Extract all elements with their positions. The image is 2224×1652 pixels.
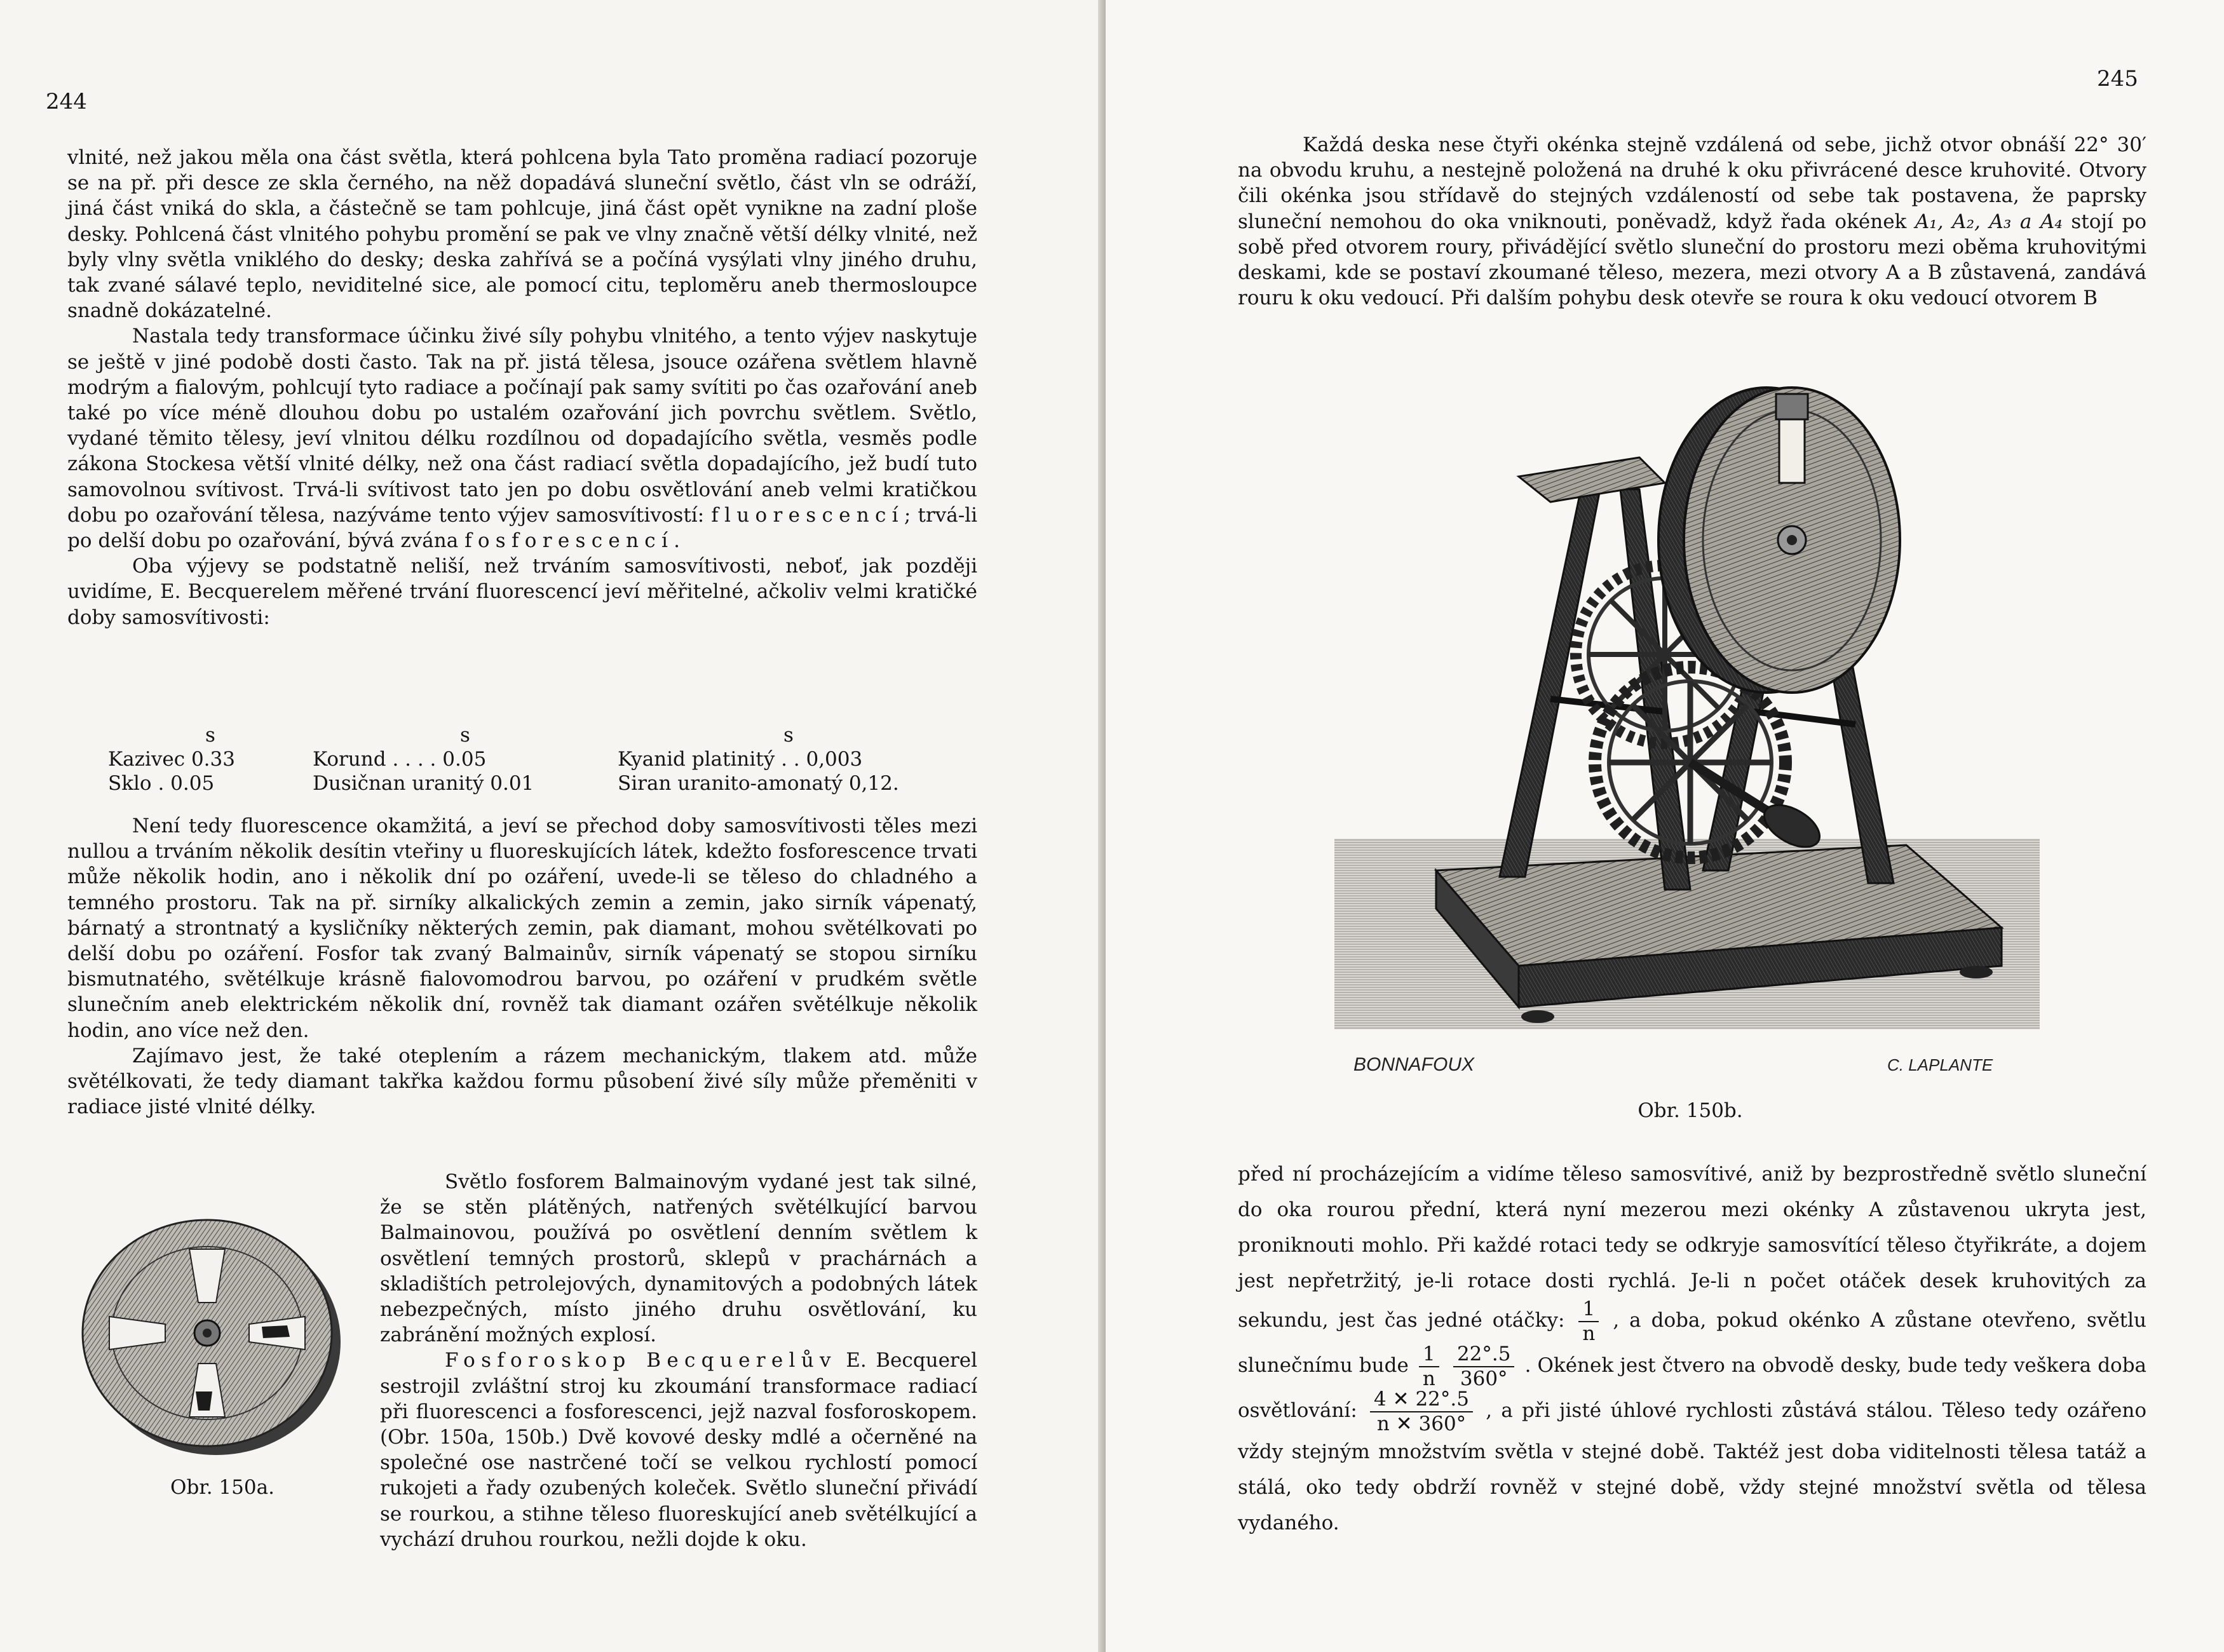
denominator: n <box>1422 1367 1435 1390</box>
numerator: 1 <box>1419 1344 1439 1367</box>
paragraph-text: stojí po sobě před otvorem roury, přivádějící světlo sluneční do prostoru mezi oběma kruhovitými deskami, kde se postaví zkoumané těleso, mezera, mezi otvory A a B zůstavená, zandává rouru k oku vedoucí. Při dalším pohybu desk otevře se roura k oku vedoucí otvorem B <box>1238 210 2146 310</box>
paragraph-text: Nastala tedy transformace účinku živé síly pohybu vlnitého, a tento výjev naskytuje se ještě v jiné podobě dosti často. Tak na př. jistá tělesa, jsouce ozářena světlem hlavně modrým a fialovým, pohlcují tyto radiace a počínají pak samy svítiti po čas ozařování aneb také po více méně dlouhou dobu po ustalém ozařování jich povrchu světlem. Světlo, vydané těmito tělesy, jeví vlnitou délku rozdílnou od dopadajícího světla, vesměs podle zákona Stockesa větší vlnité délky, než ona část radiací světla dopadajícího, jež budí tuto samovolnou svítivost. Trvá-li svítivost tato jen po dobu osvětlování aneb velmi kratičkou dobu po ozařování tělesa, nazýváme tento výjev samosvítivostí: <box>67 325 977 527</box>
paragraph-text: , a doba, pokud okénko A zůstane otevřeno, světlu slunečnímu bude <box>1238 1309 2147 1378</box>
table-cell: Korund . . . . 0.05 <box>313 748 487 771</box>
left-wrapped-text <box>380 1169 977 1552</box>
fraction-one-over-n <box>1419 1344 1439 1389</box>
figure-150b-phosphoroscope-apparatus <box>1309 381 2065 1080</box>
paragraph-text: , a při jisté úhlové rychlosti zůstává stálou. Těleso tedy ozářeno vždy stejným množstvím světla v stejné době. Taktéž jest doba viditelnosti tělesa tatáž a stálá, oko tedy obdrží rovněž v stejné době, vždy stejné množství světla od tělesa vydaného. <box>1238 1399 2146 1535</box>
numerator: 22°.5 <box>1453 1344 1515 1367</box>
left-page <box>0 0 1106 1652</box>
paragraph: Není tedy fluorescence okamžitá, a jeví se přechod doby samosvítivosti těles mezi nullou a trváním několik desítin vteřiny u fluoreskujících látek, kdežto fosforescence trvati může několik hodin, ano i několik dní po ozáření, uvede-li se těleso do chladného a temného prostoru. Tak na př. sirníky alkalických zemin a zemin, jako sirník vápenatý, bárnatý a strontnatý a kysličníky některých zemin, pak diamant, mohou světélkovati po delší dobu po ozáření. Fosfor tak zvaný Balmainův, sirník vápenatý se stopou sirníku bismutnatého, světélkuje krásně fialovomodrou barvou, po ozáření v prudkém světle slunečním aneb elektrickém několik dní, rovněž tak diamant ozářen světélkuje několik hodin, ano více než den. <box>67 815 977 1042</box>
fraction-total-illumination <box>1370 1389 1473 1434</box>
paragraph: Světlo fosforem Balmainovým vydané jest tak silné, že se stěn plátěných, natřených světélkující barvou Balmainovou, používá po osvětlení denním světlem k osvětlení temných prostorů, sklepů v prachárnách a skladištích petrolejových, dynamitových a podobných látek nebezpečných, místo jiného druhu osvětlování, ku zabránění možných explosí. <box>380 1170 977 1347</box>
table-cell: Kazivec 0.33 <box>108 748 235 771</box>
paragraph <box>67 323 977 553</box>
paragraph-text: Každá deska nese čtyři okénka stejně vzdálená od sebe, jichž otvor obnáší 22° 30′ na obvodu kruhu, a nestejně položená na druhé k oku přivrácené desce kruhovité. Otvory čili okénka jsou střídavě do stejných vzdáleností od sebe tak postavena, že paprsky sluneční nemohou do oka vniknouti, poněvadž, když řada okének <box>1238 133 2146 233</box>
engraver-signature-right: C. LAPLANTE <box>1887 1055 1993 1074</box>
disc-illustration <box>71 1201 351 1468</box>
figure-150a-phosphoroscope-disc <box>71 1201 351 1468</box>
denominator: n <box>1582 1322 1596 1345</box>
denominator: 360° <box>1460 1367 1508 1390</box>
apparatus-engraving <box>1309 381 2065 1080</box>
numerator: 4 ✕ 22°.5 <box>1370 1389 1473 1412</box>
figure-caption-150a: Obr. 150a. <box>170 1476 275 1499</box>
denominator: n ✕ 360° <box>1376 1412 1467 1435</box>
table-units-row <box>108 723 959 747</box>
paragraph: Zajímavo jest, že také oteplením a rázem mechanickým, tlakem atd. může světélkovati, že tedy diamant takřka každou formu působení živé síly může přeměniti v radiace jisté vlnité délky. <box>67 1044 977 1119</box>
unit-label: s <box>205 724 215 747</box>
window-symbols: A₁, A₂, A₃ a A₄ <box>1915 210 2063 233</box>
connector-text: ; trvá-li po delší dobu po ozařování, bývá zvána <box>67 503 978 553</box>
table-cell: Sklo . 0.05 <box>108 772 215 795</box>
luminescence-duration-table <box>108 723 959 796</box>
section-text: E. Becquerel sestrojil zvláštní stroj ku zkoumání transformace radiací při fluorescenci a fosforescenci, jejž nazval fosforoskopem. (Obr. 150a, 150b.) Dvě kovové desky mdlé a očerněné na společné ose nastrčené točí se velkou rychlostí pomocí rukojeti a řady ozubených koleček. Světlo sluneční přivádí se rourkou, a stihne těleso fluoreskující aneb světélkující a vychází druhou rourkou, nežli dojde k oku. <box>380 1349 977 1551</box>
unit-label: s <box>783 724 794 747</box>
fraction-angle-over-360 <box>1453 1344 1515 1389</box>
table-cell: Kyanid platinitý . . 0,003 <box>618 748 863 771</box>
term-phosphorescence: fosforescencí <box>464 529 674 553</box>
engraver-signature-left: BONNAFOUX <box>1353 1054 1475 1075</box>
section-heading: Fosforoskop Becquerelův <box>445 1349 837 1372</box>
right-bottom-text <box>1238 1156 2146 1541</box>
paragraph <box>1238 132 2146 311</box>
paragraph-text: před ní procházejícím a vidíme těleso samosvítivé, aniž by bezprostředně světlo sluneční do oka rourou přední, která nyní mezerou mezi okénky A zůstavenou ukryta jest, proniknouti mohlo. Při každé rotaci tedy se odkryje samosvítící těleso čtyřikráte, a dojem jest nepřetržitý, je-li rotace dosti rychlá. Je-li n počet otáček desek kruhovitých za sekundu, jest čas jedné otáčky: <box>1238 1163 2146 1332</box>
table-cell: Siran uranito-amonatý 0,12. <box>618 772 899 795</box>
unit-label: s <box>460 724 470 747</box>
figure-caption-150b: Obr. 150b. <box>1637 1099 1743 1122</box>
right-page <box>1106 0 2224 1652</box>
right-top-text <box>1238 132 2146 311</box>
paragraph: Oba výjevy se podstatně neliší, než trváním samosvítivosti, neboť, jak později uvidíme, E. Becquerelem měřené trvání fluorescencí jeví měřitelné, ačkoliv velmi kratičké doby samosvítivosti: <box>67 555 977 629</box>
page-number-right: 245 <box>2097 66 2138 91</box>
period: . <box>674 529 681 553</box>
left-top-text <box>67 145 977 630</box>
paragraph: vlnité, než jakou měla ona část světla, která pohlcena byla Tato proměna radiací pozoruje se na př. při desce ze skla černého, na něž dopadává sluneční světlo, část vln se odráží, jiná část vniká do skla, a částečně se tam pohlcuje, jiná část opět vynikne na zadní ploše desky. Pohlcená část vlnitého pohybu promění se pak ve vlny značně větší délky vlnité, než byly vlny světla vniklého do desky; deska zahřívá se a počíná vysýlati vlny jiného druhu, tak zvané sálavé teplo, neviditelné sice, ale pomocí citu, teploměru aneb thermosloupce snadně dokázatelné. <box>67 146 977 323</box>
fraction-one-over-n <box>1578 1299 1599 1344</box>
numerator: 1 <box>1578 1299 1599 1322</box>
left-middle-text <box>67 813 977 1120</box>
paragraph-text: . Okének jest čtvero na obvodě desky, bude tedy veškera doba osvětlování: <box>1238 1354 2147 1423</box>
table-row <box>108 771 959 796</box>
table-row <box>108 747 959 771</box>
paragraph <box>380 1348 977 1552</box>
paragraph <box>1238 1156 2146 1541</box>
page-number-left: 244 <box>46 89 87 114</box>
term-fluorescence: fluorescencí <box>711 503 904 527</box>
table-cell: Dusičnan uranitý 0.01 <box>313 772 534 795</box>
